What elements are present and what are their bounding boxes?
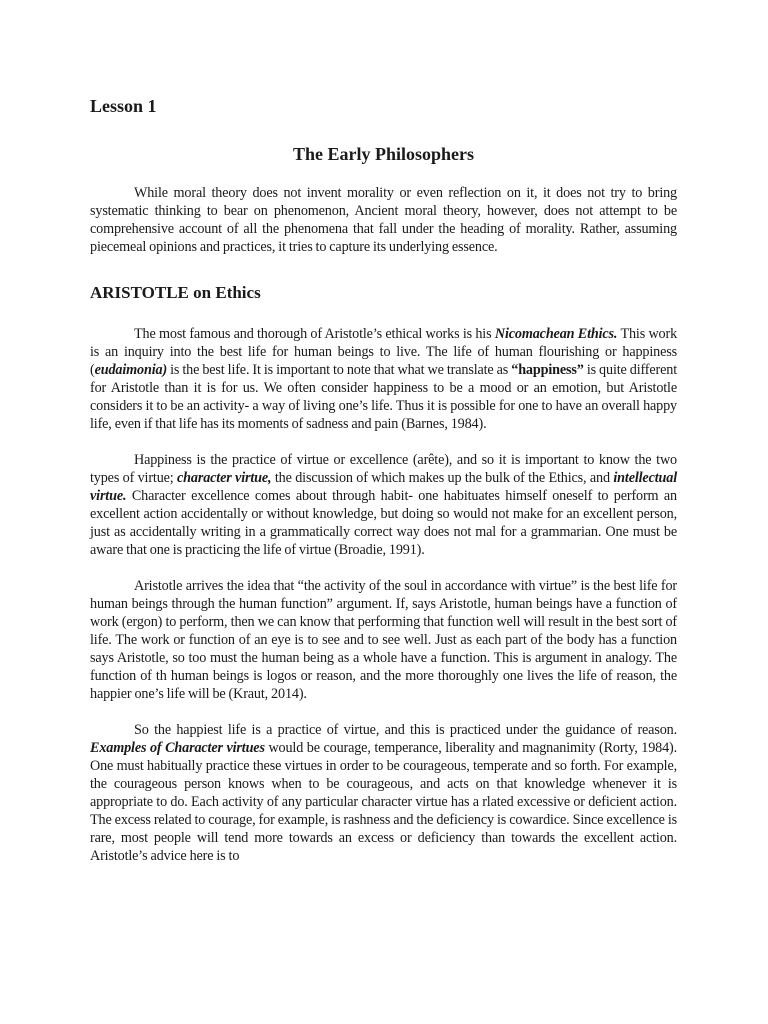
para2-text-2: the discussion of which makes up the bulk of the Ethics, and: [271, 470, 614, 486]
intro-paragraph: While moral theory does not invent morality or even reflection on it, it does not try to bring systematic thinking to bear on phenomenon, Ancient moral theory, however, does not attempt to be comprehensive account of all the phenomena that fall under the heading of morality. Rather, assuming piecemeal opinions and practices, it tries to capture its underlying essence.: [90, 185, 677, 255]
lesson-label: Lesson 1: [90, 96, 157, 116]
para4-emphasis-examples: Examples of Character virtues: [90, 740, 265, 756]
paragraph-nicomachean: [90, 325, 677, 433]
document-title: The Early Philosophers: [292, 144, 475, 164]
paragraph-human-function: Aristotle arrives the idea that “the activity of the soul in accordance with virtue” is the best life for human beings through the human function” argument. If, says Aristotle, human beings have a function of work (ergon) to perform, then we can know that performing that function well will result in the best sort of life. The work or function of an eye is to see and to see well. Just as each part of the body has a function says Aristotle, so too must the human being as a whole have a function. This is argument in analogy. The function of th human beings is logos or reason, and the more thoroughly one lives the life of reason, the happier one’s life will be (Kraut, 2014).: [90, 578, 677, 702]
para2-text-1: Happiness is the practice of virtue or excellence (arête), and so it is important to know the two types of virtue;: [90, 452, 677, 486]
document-page: [90, 96, 677, 865]
para1-bold-happiness: “happiness”: [511, 362, 584, 378]
para4-text-2: would be courage, temperance, liberality and magnanimity (Rorty, 1984). One must habitually practice these virtues in order to be courageous, temperate and so forth. For example, the courageous person knows when to be courageous, and acts on that knowledge whenever it is appropriate to do. Each activity of any particular character virtue has a rlated excessive or deficient action. The excess related to courage, for example, is rashness and the deficiency is cowardice. Since excellence is rare, most people will tend more towards an excess or deficiency than towards the excellent action. Aristotle’s advice here is to: [90, 740, 677, 864]
para2-emphasis-character-virtue: character virtue,: [177, 470, 272, 486]
section-heading: ARISTOTLE on Ethics: [90, 283, 261, 302]
para1-emphasis-nicomachean: Nicomachean Ethics.: [494, 326, 618, 342]
para1-text-1: The most famous and thorough of Aristotle’s ethical works is his: [134, 326, 495, 342]
para1-text-3: is the best life. It is important to note that what we translate as: [167, 362, 512, 378]
para2-emphasis-intellectual-virtue: intellectual virtue.: [90, 470, 677, 504]
paragraph-virtue-types: [90, 451, 677, 559]
para2-text-3: Character excellence comes about through habit- one habituates himself oneself to perform an excellent action accidentally or without knowledge, but doing so would not make for an excellent person, just as accidentally writing in a grammatically correct way does not mal for a grammarian. One must be aware that one is practicing the life of virtue (Broadie, 1991).: [90, 488, 677, 558]
para4-text-1: So the happiest life is a practice of virtue, and this is practiced under the guidance of reason.: [134, 722, 677, 738]
para1-text-2: This work is an inquiry into the best life for human beings to live. The life of human flourishing or happiness (: [90, 326, 678, 378]
para1-text-4: is quite different for Aristotle than it is for us. We often consider happiness to be a mood or an emotion, but Aristotle considers it to be an activity- a way of living one’s life. Thus it is possible for one to have an overall happy life, even if that life has its moments of sadness and pain (Barnes, 1984).: [90, 362, 677, 432]
paragraph-character-virtues: [90, 721, 677, 865]
para1-emphasis-eudaimonia: eudaimonia): [94, 362, 168, 378]
